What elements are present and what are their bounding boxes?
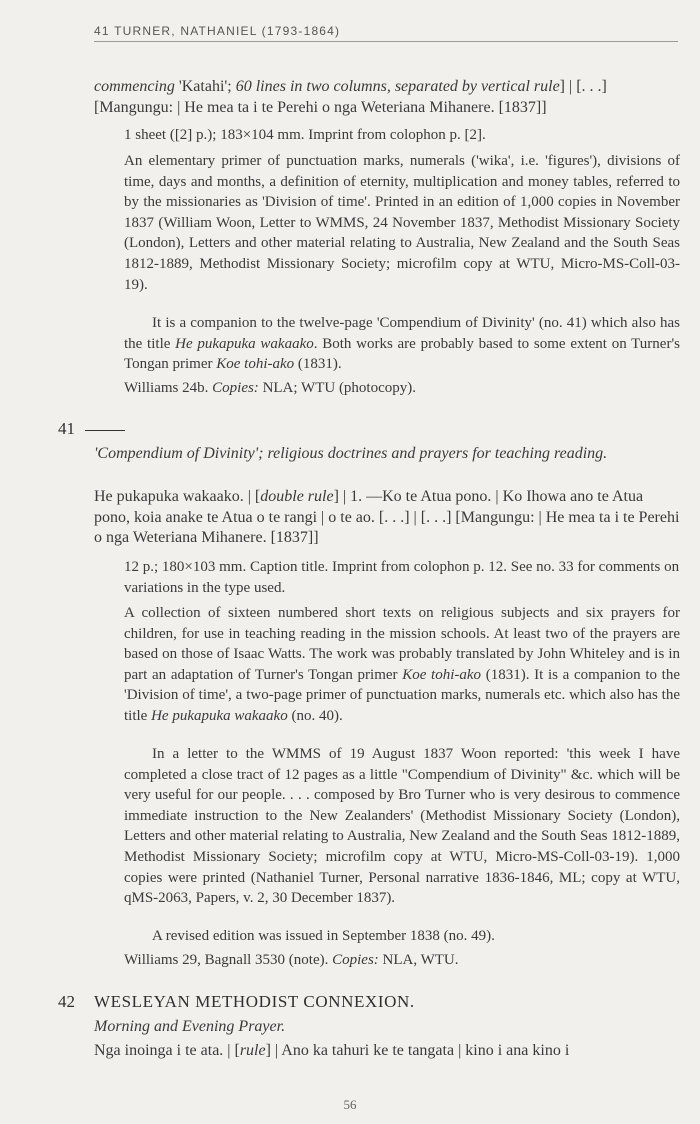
- entry-40-note-2c: . Both works are probably based to some extent on Turner's Tongan primer: [124, 335, 680, 373]
- entry-42-transcr-a: Nga inoinga i te ata. | [: [94, 1042, 240, 1059]
- entry-41-number: 41: [58, 419, 75, 438]
- entry-40-note-2: [124, 313, 680, 375]
- entry-41-transcr-c: ] | 1. —Ko te Atua pono. | Ko Ihowa ano te Atua pono, koia anake te Atua o te rangi | o te ao. [. . .] | [. . .] [Mangungu: | He mea ta i te Perehi o nga Weteriana Mihanere. [1837]]: [94, 488, 680, 547]
- entry-40-note-2b: He pukapuka wakaako: [175, 335, 314, 352]
- entry-42-transcription: [94, 1041, 680, 1062]
- entry-41-note-1: [124, 603, 680, 727]
- entry-40-title-italic-1: commencing: [94, 78, 175, 95]
- entry-41-note-2: In a letter to the WMMS of 19 August 1837 Woon reported: 'this week I have completed a close tract of 12 pages as a little "Compendium of Divinity" &c. which will be very useful for our people. . . . composed by Bro Turner who is very desirous to commence immediate instruction to the New Zealanders' (Methodist Missionary Society (London), Letters and other material relating to Australia, New Zealand and the South Seas 1812-1889, Methodist Missionary Society; microfilm copy at WTU, Micro-MS-Coll-03-19). 1,000 copies were printed (Nathaniel Turner, Personal narrative 1836-1846, ML; copy at WTU, qMS-2063, Papers, v. 2, 30 December 1837).: [124, 746, 680, 907]
- entry-41-note-1b: Koe tohi-ako: [402, 666, 482, 683]
- entry-40-note-2e: (1831).: [294, 356, 342, 373]
- entry-41-refs-c: NLA, WTU.: [378, 952, 459, 968]
- entry-41-note-1e: (no. 40).: [287, 707, 343, 724]
- entry-42-transcr-c: ] | Ano ka tahuri ke te tangata | kino i ana kino i: [265, 1042, 570, 1059]
- entry-41-collation: 12 p.; 180×103 mm. Caption title. Imprint from colophon p. 12. See no. 33 for comments on variations in the type used.: [124, 559, 680, 596]
- entry-41-note-3: A revised edition was issued in September 1838 (no. 49).: [152, 928, 495, 944]
- entry-41-note-1a: A collection of sixteen numbered short texts on religious subjects and six prayers for children, for use in teaching reading in the mission schools. At least two of the prayers are based on those of Isaac Watts. The work was probably translated by John Whiteley and is in part an adaptation of Turner's Tongan primer: [124, 605, 680, 683]
- entry-41-transcr-a: He pukapuka wakaako. | [: [94, 488, 261, 505]
- entry-40-title: [94, 77, 680, 118]
- entry-40-title-roman-1: 'Katahi';: [174, 78, 236, 95]
- entry-42-title: Morning and Evening Prayer.: [94, 1018, 286, 1035]
- entry-40-refs-c: NLA; WTU (photocopy).: [258, 380, 417, 396]
- entry-40-title-roman-2: ] | [. . .] [Mangungu: | He mea ta i te Perehi o nga Weteriana Mihanere. [1837]]: [94, 78, 607, 116]
- entry-41-refs-a: Williams 29, Bagnall 3530 (note).: [124, 952, 333, 968]
- entry-41-note-1c: (1831). It is a companion to the 'Division of time', a two-page primer of punctuation marks, numerals etc. which also has the title: [124, 666, 680, 724]
- entry-41-note-1d: He pukapuka wakaako: [151, 707, 288, 724]
- entry-42-number: 42: [58, 992, 75, 1011]
- entry-42-heading: WESLEYAN METHODIST CONNEXION.: [94, 992, 415, 1011]
- entry-41-title: 'Compendium of Divinity'; religious doctrines and prayers for teaching reading.: [94, 445, 608, 462]
- entry-41-transcription: [94, 487, 680, 549]
- entry-40-collation: 1 sheet ([2] p.); 183×104 mm. Imprint from colophon p. [2].: [124, 127, 486, 143]
- entry-40-note-1: An elementary primer of punctuation marks, numerals ('wika', i.e. 'figures'), divisions of time, days and months, a definition of eternity, multiplication and money tables, referred to by the missionaries as 'Division of time'. Printed in an edition of 1,000 copies in November 1837 (William Woon, Letter to WMMS, 24 November 1837, Methodist Missionary Society (London), Letters and other material relating to Australia, New Zealand and the South Seas 1812-1889, Methodist Missionary Society; microfilm copy at WTU, Micro-MS-Coll-03-19).: [124, 153, 680, 293]
- entry-41-author-dash: [85, 430, 125, 431]
- entry-41-references: [124, 950, 680, 971]
- entry-40-note-2d: Koe tohi-ako: [216, 356, 295, 373]
- entry-41-copies-label: Copies:: [332, 952, 379, 968]
- entry-40-copies-label: Copies:: [212, 380, 259, 396]
- entry-41-number-line: [58, 419, 125, 439]
- running-head: 41 TURNER, NATHANIEL (1793-1864): [94, 24, 678, 42]
- entry-41-transcr-b: double rule: [260, 488, 334, 505]
- entry-40-references: [124, 378, 680, 399]
- entry-42-transcr-b: rule: [239, 1042, 266, 1059]
- entry-40-note-2a: It is a companion to the twelve-page 'Compendium of Divinity' (no. 41) which also has the title: [124, 315, 680, 352]
- page-number: 56: [343, 1097, 357, 1112]
- entry-40-refs-a: Williams 24b.: [124, 380, 213, 396]
- entry-40-title-italic-2: 60 lines in two columns, separated by vertical rule: [235, 78, 560, 95]
